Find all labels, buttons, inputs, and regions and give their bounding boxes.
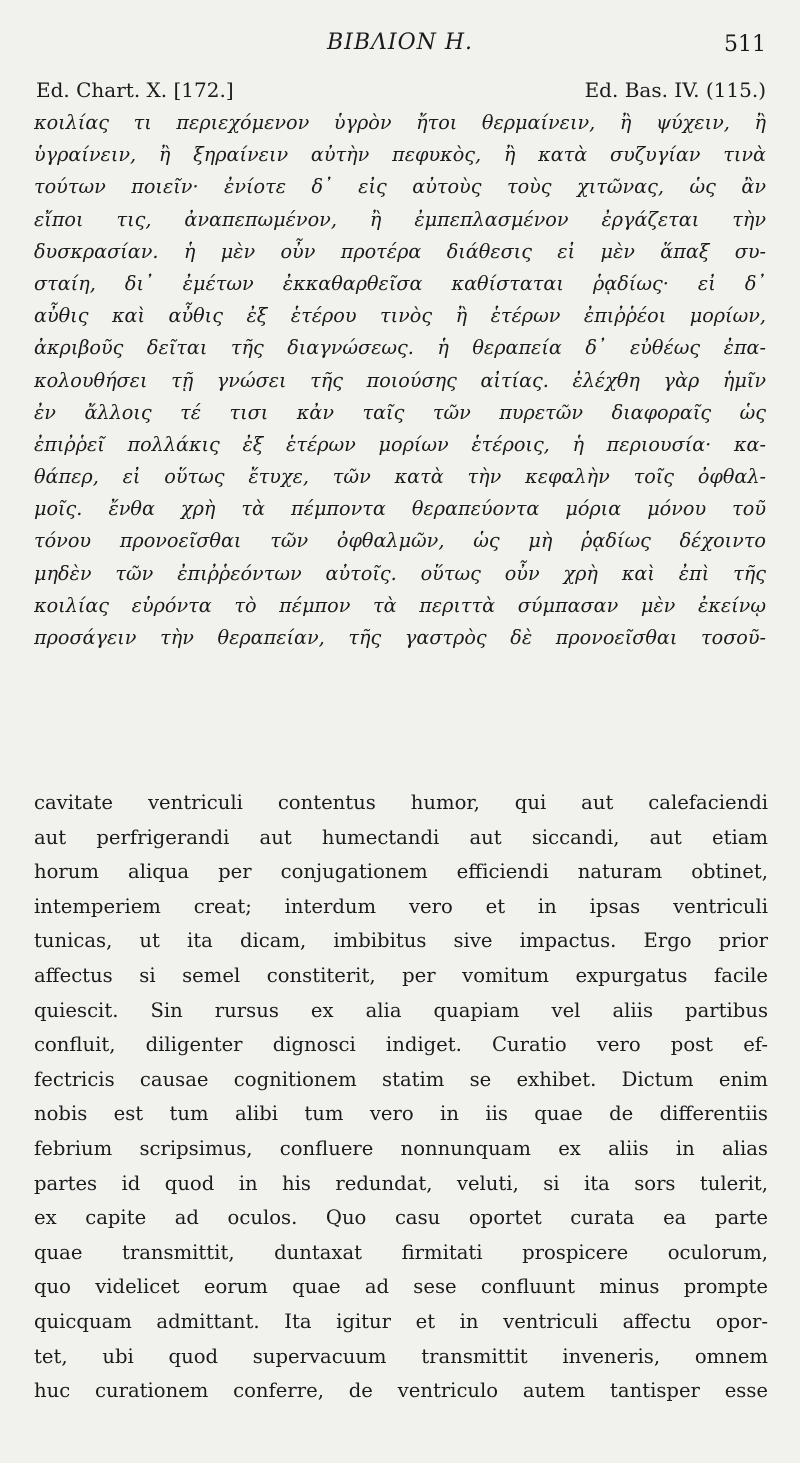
latin-line: affectus si semel constiterit, per vomitum expurgatus facile	[34, 963, 768, 987]
latin-line: quicquam admittant. Ita igitur et in ventriculi affectu opor-	[34, 1309, 768, 1333]
greek-line: μοῖς. ἔνθα χρὴ τὰ πέμποντα θεραπεύοντα μόρια μόνου τοῦ	[34, 497, 766, 521]
edition-chart-reference: Ed. Chart. X. [172.]	[36, 78, 234, 102]
latin-line: cavitate ventriculi contentus humor, qui aut calefaciendi	[34, 791, 768, 814]
book-title: BIBΛΙΟΝ Η.	[326, 30, 474, 55]
latin-line: tet, ubi quod supervacuum transmittit inveneris, omnem	[34, 1344, 768, 1368]
greek-line: κολουθήσει τῇ γνώσει τῆς ποιούσης αἰτίας. ἐλέχθη γὰρ ἡμῖν	[34, 368, 766, 392]
latin-line: febrium scripsimus, confluere nonnunquam ex aliis in alias	[34, 1136, 768, 1160]
latin-line: quo videlicet eorum quae ad sese confluunt minus prompte	[34, 1275, 768, 1299]
greek-line: τόνου προνοεῖσθαι τῶν ὀφθαλμῶν, ὡς μὴ ῥᾳδίως δέχοιντο	[34, 529, 766, 553]
greek-line: ἐπιῤῥεῖ πολλάκις ἐξ ἑτέρων μορίων ἑτέροις, ἡ περιουσία· κα-	[34, 432, 766, 456]
edition-basel-reference: Ed. Bas. IV. (115.)	[584, 78, 766, 102]
greek-line: κοιλίας τι περιεχόμενον ὑγρὸν ἤτοι θερμαίνειν, ἢ ψύχειν, ἢ	[34, 111, 766, 134]
greek-line: σταίη, δι᾽ ἐμέτων ἐκκαθαρθεῖσα καθίσταται ῥᾳδίως· εἰ δ᾽	[34, 271, 766, 295]
greek-text-block	[34, 107, 766, 654]
latin-line: ex capite ad oculos. Quo casu oportet curata ea parte	[34, 1206, 768, 1230]
latin-line: quae transmittit, duntaxat firmitati prospicere oculorum,	[34, 1240, 768, 1264]
greek-line: δυσκρασίαν. ἡ μὲν οὖν προτέρα διάθεσις εἰ μὲν ἅπαξ συ-	[34, 239, 766, 263]
latin-line: nobis est tum alibi tum vero in iis quae de differentiis	[34, 1102, 768, 1126]
greek-line: ὑγραίνειν, ἢ ξηραίνειν αὐτὴν πεφυκὸς, ἢ κατὰ συζυγίαν τινὰ	[34, 143, 766, 167]
greek-line: κοιλίας εὑρόντα τὸ πέμπον τὰ περιττὰ σύμπασαν μὲν ἐκείνῳ	[34, 593, 766, 617]
latin-line: confluit, diligenter dignosci indiget. Curatio vero post ef-	[34, 1033, 768, 1057]
latin-line: tunicas, ut ita dicam, imbibitus sive impactus. Ergo prior	[34, 929, 768, 953]
latin-line: horum aliqua per conjugationem efficiendi naturam obtinet,	[34, 860, 768, 884]
edition-references	[36, 78, 766, 104]
latin-line: aut perfrigerandi aut humectandi aut siccandi, aut etiam	[34, 825, 768, 849]
greek-line: ἐν ἄλλοις τέ τισι κἀν ταῖς τῶν πυρετῶν διαφοραῖς ὡς	[34, 400, 766, 424]
greek-line: μηδὲν τῶν ἐπιῤῥεόντων αὐτοῖς. οὕτως οὖν χρὴ καὶ ἐπὶ τῆς	[34, 561, 766, 585]
greek-line: ἀκριβοῦς δεῖται τῆς διαγνώσεως. ἡ θεραπεία δ᾽ εὐθέως ἐπα-	[34, 336, 766, 360]
latin-line: intemperiem creat; interdum vero et in ipsas ventriculi	[34, 894, 768, 918]
greek-line: αὖθις καὶ αὖθις ἐξ ἑτέρου τινὸς ἢ ἑτέρων ἐπιῤῥέοι μορίων,	[34, 304, 766, 328]
latin-line: partes id quod in his redundat, veluti, si ita sors tulerit,	[34, 1171, 768, 1195]
running-head	[0, 30, 800, 60]
greek-line: θάπερ, εἰ οὕτως ἔτυχε, τῶν κατὰ τὴν κεφαλὴν τοῖς ὀφθαλ-	[34, 465, 766, 489]
page-number: 511	[724, 32, 766, 57]
latin-line: huc curationem conferre, de ventriculo autem tantisper esse	[34, 1379, 768, 1403]
latin-line: quiescit. Sin rursus ex alia quapiam vel aliis partibus	[34, 998, 768, 1022]
latin-line: fectricis causae cognitionem statim se exhibet. Dictum enim	[34, 1067, 768, 1091]
greek-line: τούτων ποιεῖν· ἐνίοτε δ᾽ εἰς αὐτοὺς τοὺς χιτῶνας, ὡς ἂν	[34, 175, 766, 199]
latin-text-block	[34, 786, 768, 1409]
greek-line: εἴποι τις, ἀναπεπωμένον, ἢ ἐμπεπλασμένον ἐργάζεται τὴν	[34, 207, 766, 231]
greek-line: προσάγειν τὴν θεραπείαν, τῆς γαστρὸς δὲ προνοεῖσθαι τοσοῦ-	[34, 626, 766, 649]
